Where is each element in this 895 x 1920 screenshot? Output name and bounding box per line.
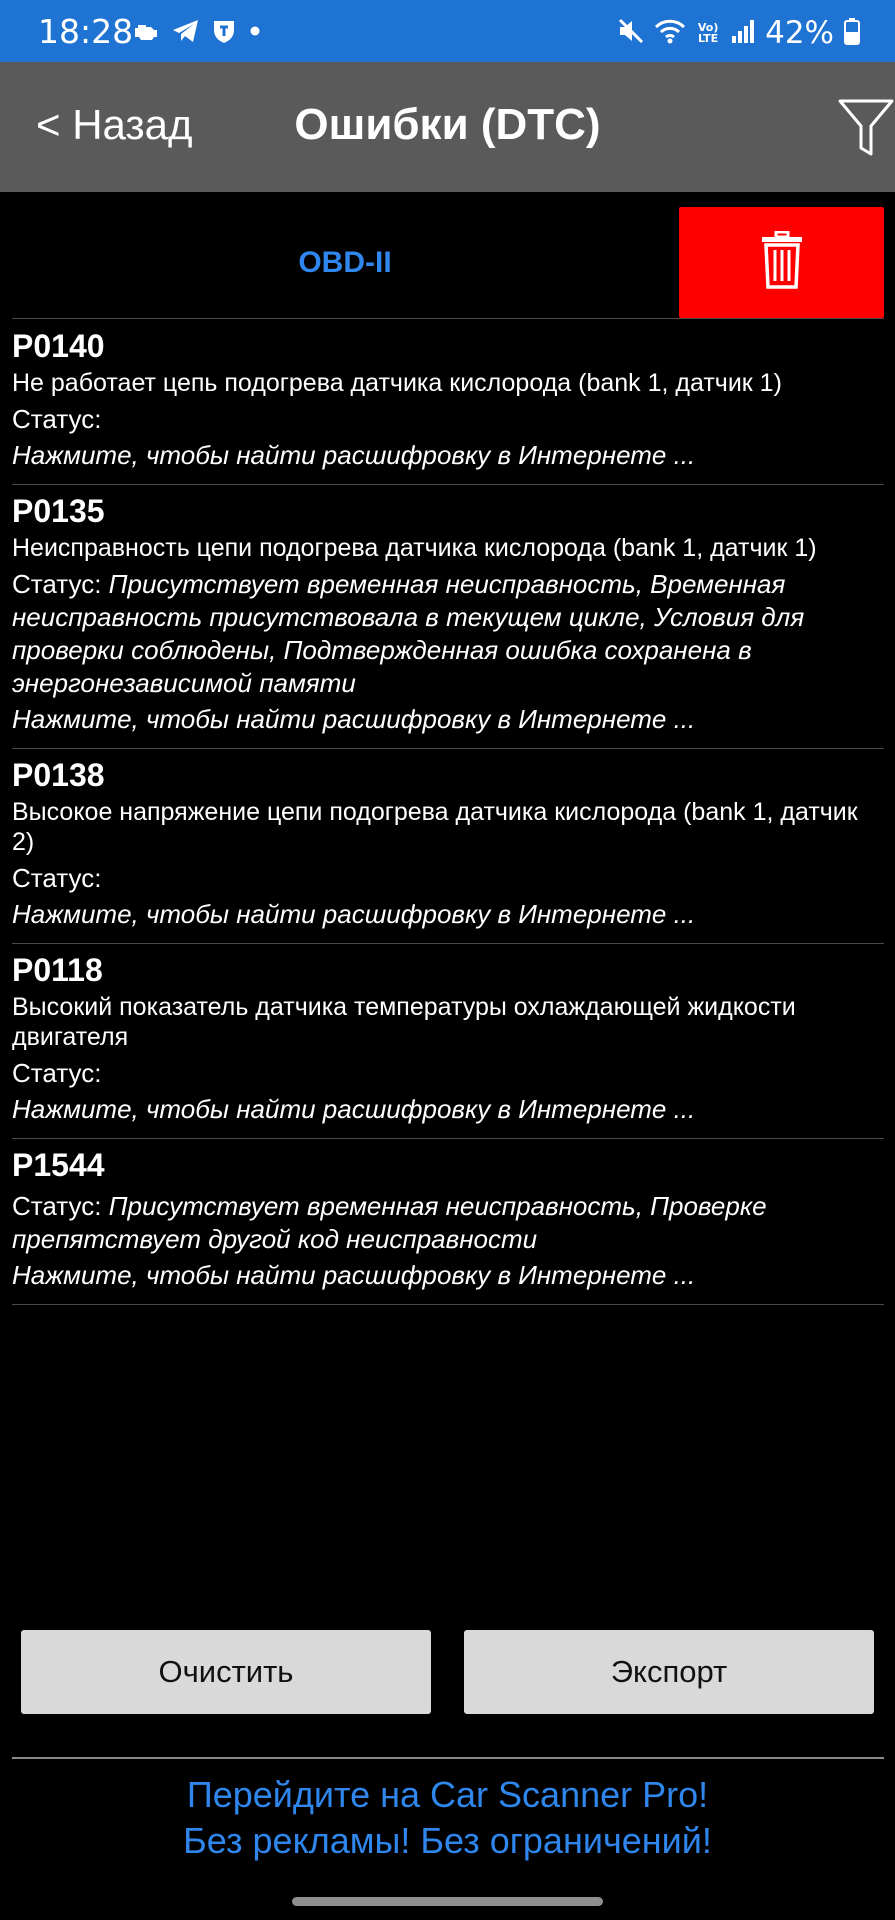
signal-icon (730, 18, 756, 49)
back-button[interactable]: < Назад (36, 101, 193, 148)
pro-promo-banner[interactable] (0, 1772, 895, 1864)
battery-percent: 42% (765, 14, 834, 51)
home-indicator[interactable] (292, 1897, 603, 1906)
dtc-status (12, 1190, 884, 1256)
status-notification-icons (132, 20, 262, 46)
dtc-description: Высокое напряжение цепи подогрева датчика кислорода (bank 1, датчик 2) (12, 798, 858, 856)
trash-icon (761, 231, 803, 294)
app-bar (0, 62, 895, 192)
telegram-icon (172, 19, 200, 48)
status-system-icons (617, 14, 861, 51)
dtc-status-label: Статус: (12, 569, 102, 599)
dtc-status-label: Статус: (12, 1191, 102, 1221)
protocol-label: OBD-II (298, 246, 392, 279)
mute-icon (617, 17, 645, 50)
dtc-code: P1544 (12, 1147, 105, 1183)
dtc-description: Не работает цепь подогрева датчика кислорода (bank 1, датчик 1) (12, 369, 782, 397)
dtc-item[interactable] (12, 485, 884, 749)
promo-line-2: Без рекламы! Без ограничений! (183, 1820, 712, 1861)
battery-icon (843, 17, 861, 50)
status-time: 18:28 (38, 12, 134, 51)
dtc-list (12, 320, 884, 1305)
dtc-search-link[interactable]: Нажмите, чтобы найти расшифровку в Интернете ... (12, 1094, 696, 1124)
list-top-divider (12, 318, 884, 319)
page-title: Ошибки (DTC) (294, 100, 601, 149)
dtc-status (12, 403, 884, 436)
dtc-code: P0118 (12, 952, 103, 988)
filter-button[interactable] (837, 98, 895, 158)
car-engine-icon (132, 20, 160, 47)
status-bar (0, 0, 895, 62)
dtc-search-link[interactable]: Нажмите, чтобы найти расшифровку в Интернете ... (12, 440, 696, 470)
dtc-description: Неисправность цепи подогрева датчика кислорода (bank 1, датчик 1) (12, 534, 817, 562)
clear-button[interactable]: Очистить (21, 1630, 431, 1714)
delete-button[interactable] (679, 207, 884, 318)
wifi-icon (654, 18, 686, 49)
dtc-search-link[interactable]: Нажмите, чтобы найти расшифровку в Интернете ... (12, 1260, 696, 1290)
dtc-status-label: Статус: (12, 863, 102, 893)
promo-line-1: Перейдите на Car Scanner Pro! (186, 1774, 709, 1815)
dtc-status-label: Статус: (12, 1058, 102, 1088)
volte-icon: Vo) LTE (697, 21, 719, 45)
dtc-item[interactable] (12, 1139, 884, 1305)
dtc-status (12, 1057, 884, 1090)
dtc-description: Высокий показатель датчика температуры охлаждающей жидкости двигателя (12, 993, 796, 1051)
dtc-search-link[interactable]: Нажмите, чтобы найти расшифровку в Интернете ... (12, 704, 696, 734)
dtc-status-label: Статус: (12, 404, 102, 434)
dtc-code: P0135 (12, 493, 105, 529)
dtc-status-value: Присутствует временная неисправность, Проверке препятствует другой код неисправности (12, 1191, 767, 1254)
dtc-status (12, 862, 884, 895)
promo-divider (12, 1757, 884, 1759)
dtc-item[interactable] (12, 320, 884, 485)
dot-icon (248, 24, 262, 43)
dtc-code: P0138 (12, 757, 105, 793)
dtc-item[interactable] (12, 749, 884, 944)
dtc-item[interactable] (12, 944, 884, 1139)
dtc-status-value: Присутствует временная неисправность, Временная неисправность присутствовала в текущем цикле, Условия для проверки соблюдены, Подтвержденная ошибка сохранена в энергонезависимой памяти (12, 569, 805, 698)
dtc-status (12, 568, 884, 700)
export-button[interactable]: Экспорт (464, 1630, 874, 1714)
dtc-code: P0140 (12, 328, 105, 364)
shield-icon (212, 18, 236, 49)
dtc-search-link[interactable]: Нажмите, чтобы найти расшифровку в Интернете ... (12, 899, 696, 929)
filter-icon (837, 145, 895, 162)
